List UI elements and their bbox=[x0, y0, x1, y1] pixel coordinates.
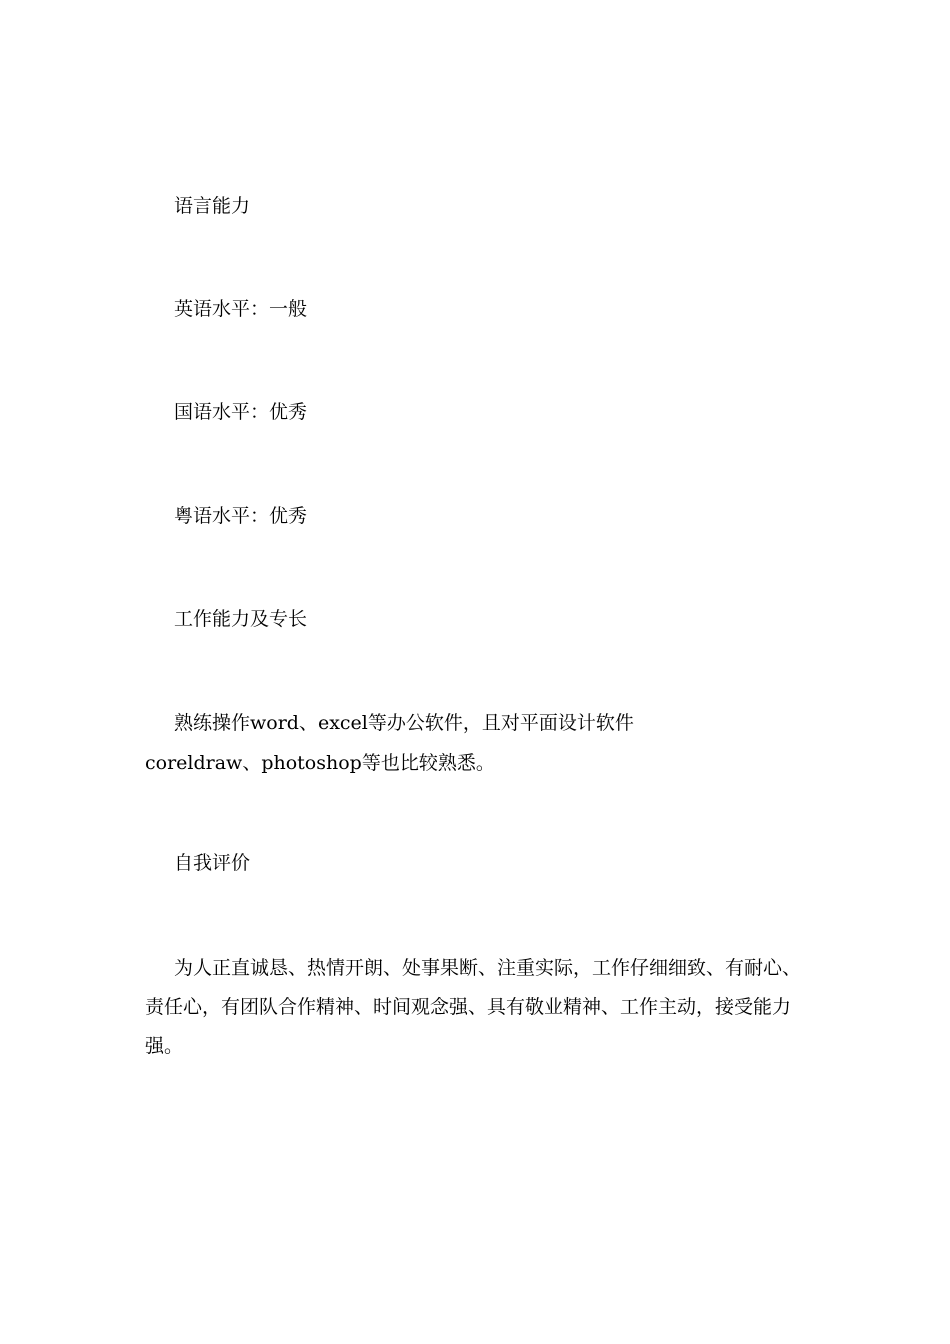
english-level: 英语水平：一般 bbox=[174, 298, 308, 320]
mandarin-level: 国语水平：优秀 bbox=[174, 401, 308, 423]
heading-work-skills: 工作能力及专长 bbox=[174, 608, 308, 630]
heading-self-evaluation: 自我评价 bbox=[174, 852, 251, 874]
skills-paragraph: 熟练操作word、excel等办公软件，且对平面设计软件coreldraw、photoshop等也比较熟悉。 bbox=[145, 712, 634, 774]
self-evaluation-paragraph: 为人正直诚恳、热情开朗、处事果断、注重实际，工作仔细细致、有耐心、责任心，有团队合作精神、时间观念强、具有敬业精神、工作主动，接受能力强。 bbox=[145, 957, 802, 1057]
heading-language-ability: 语言能力 bbox=[174, 195, 251, 217]
cantonese-level: 粤语水平：优秀 bbox=[174, 505, 308, 527]
